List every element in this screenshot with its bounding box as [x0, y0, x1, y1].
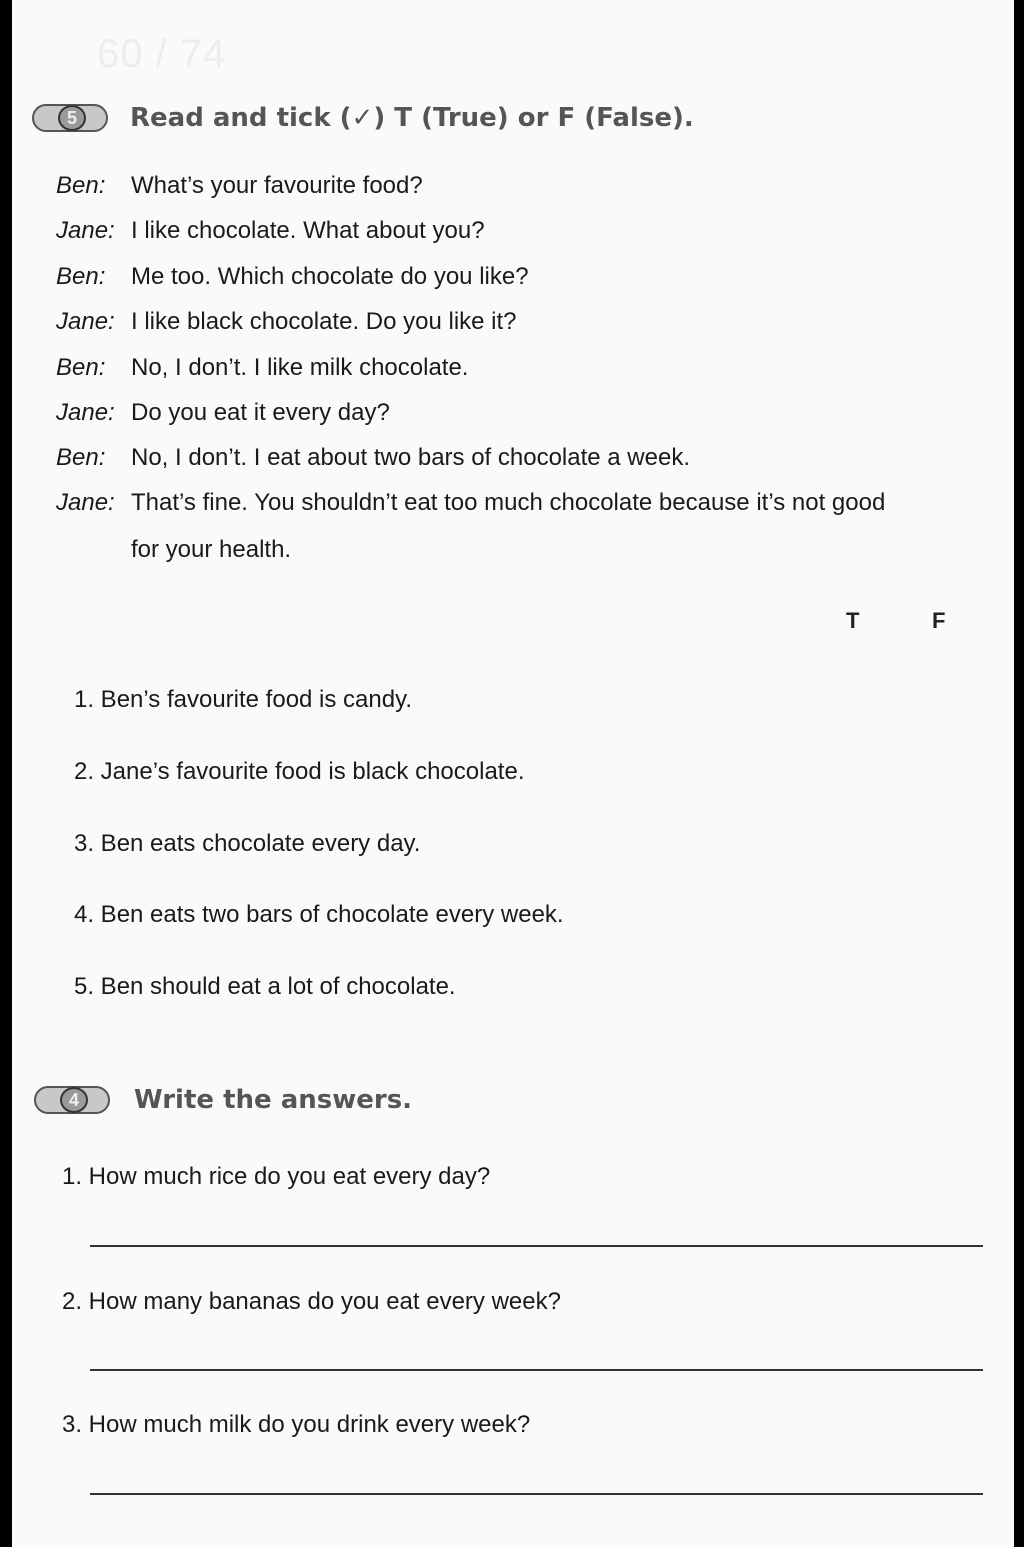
- answer-line[interactable]: [90, 1369, 983, 1371]
- dialogue-speaker: Jane:: [56, 489, 115, 516]
- dialogue-speaker: Jane:: [56, 217, 115, 244]
- exercise-5-badge: [32, 104, 108, 132]
- dialogue-speaker: Ben:: [56, 263, 106, 290]
- exercise-4-badge: [34, 1086, 110, 1114]
- dialogue-speaker: Jane:: [56, 308, 115, 335]
- dialogue-speaker: Ben:: [56, 354, 106, 381]
- question: 2. How many bananas do you eat every week?: [62, 1288, 561, 1315]
- exercise-4-instruction: Write the answers.: [134, 1085, 413, 1115]
- question: 1. How much rice do you eat every day?: [62, 1163, 491, 1190]
- dialogue-speaker: Ben:: [56, 172, 106, 199]
- dialogue-speaker: Ben:: [56, 444, 106, 471]
- exercise-5-instruction: Read and tick (✓) T (True) or F (False).: [130, 103, 694, 133]
- exercise-5-number: 5: [58, 105, 86, 131]
- statement: 2. Jane’s favourite food is black chocolate.: [74, 758, 525, 785]
- worksheet-page: [12, 0, 1014, 1547]
- exercise-4-number: 4: [60, 1087, 88, 1113]
- answer-line[interactable]: [90, 1493, 983, 1495]
- true-column-header: T: [846, 608, 860, 633]
- statement: 5. Ben should eat a lot of chocolate.: [74, 973, 456, 1000]
- dialogue-speaker: Jane:: [56, 399, 115, 426]
- page-number: 60 / 74: [97, 32, 227, 76]
- dialogue-line: No, I don’t. I like milk chocolate.: [131, 354, 469, 381]
- dialogue-line: What’s your favourite food?: [131, 172, 423, 199]
- statement: 3. Ben eats chocolate every day.: [74, 830, 421, 857]
- statement: 4. Ben eats two bars of chocolate every week.: [74, 901, 564, 928]
- false-column-header: F: [932, 608, 946, 633]
- dialogue-line: I like chocolate. What about you?: [131, 217, 485, 244]
- dialogue-line: Me too. Which chocolate do you like?: [131, 263, 529, 290]
- dialogue-line-continued: for your health.: [131, 536, 292, 563]
- dialogue-line: Do you eat it every day?: [131, 399, 390, 426]
- dialogue-line: No, I don’t. I eat about two bars of chocolate a week.: [131, 444, 690, 471]
- answer-line[interactable]: [90, 1245, 983, 1247]
- dialogue-line: I like black chocolate. Do you like it?: [131, 308, 517, 335]
- question: 3. How much milk do you drink every week?: [62, 1411, 531, 1438]
- dialogue-line: That’s fine. You shouldn’t eat too much chocolate because it’s not good: [131, 489, 886, 516]
- statement: 1. Ben’s favourite food is candy.: [74, 686, 412, 713]
